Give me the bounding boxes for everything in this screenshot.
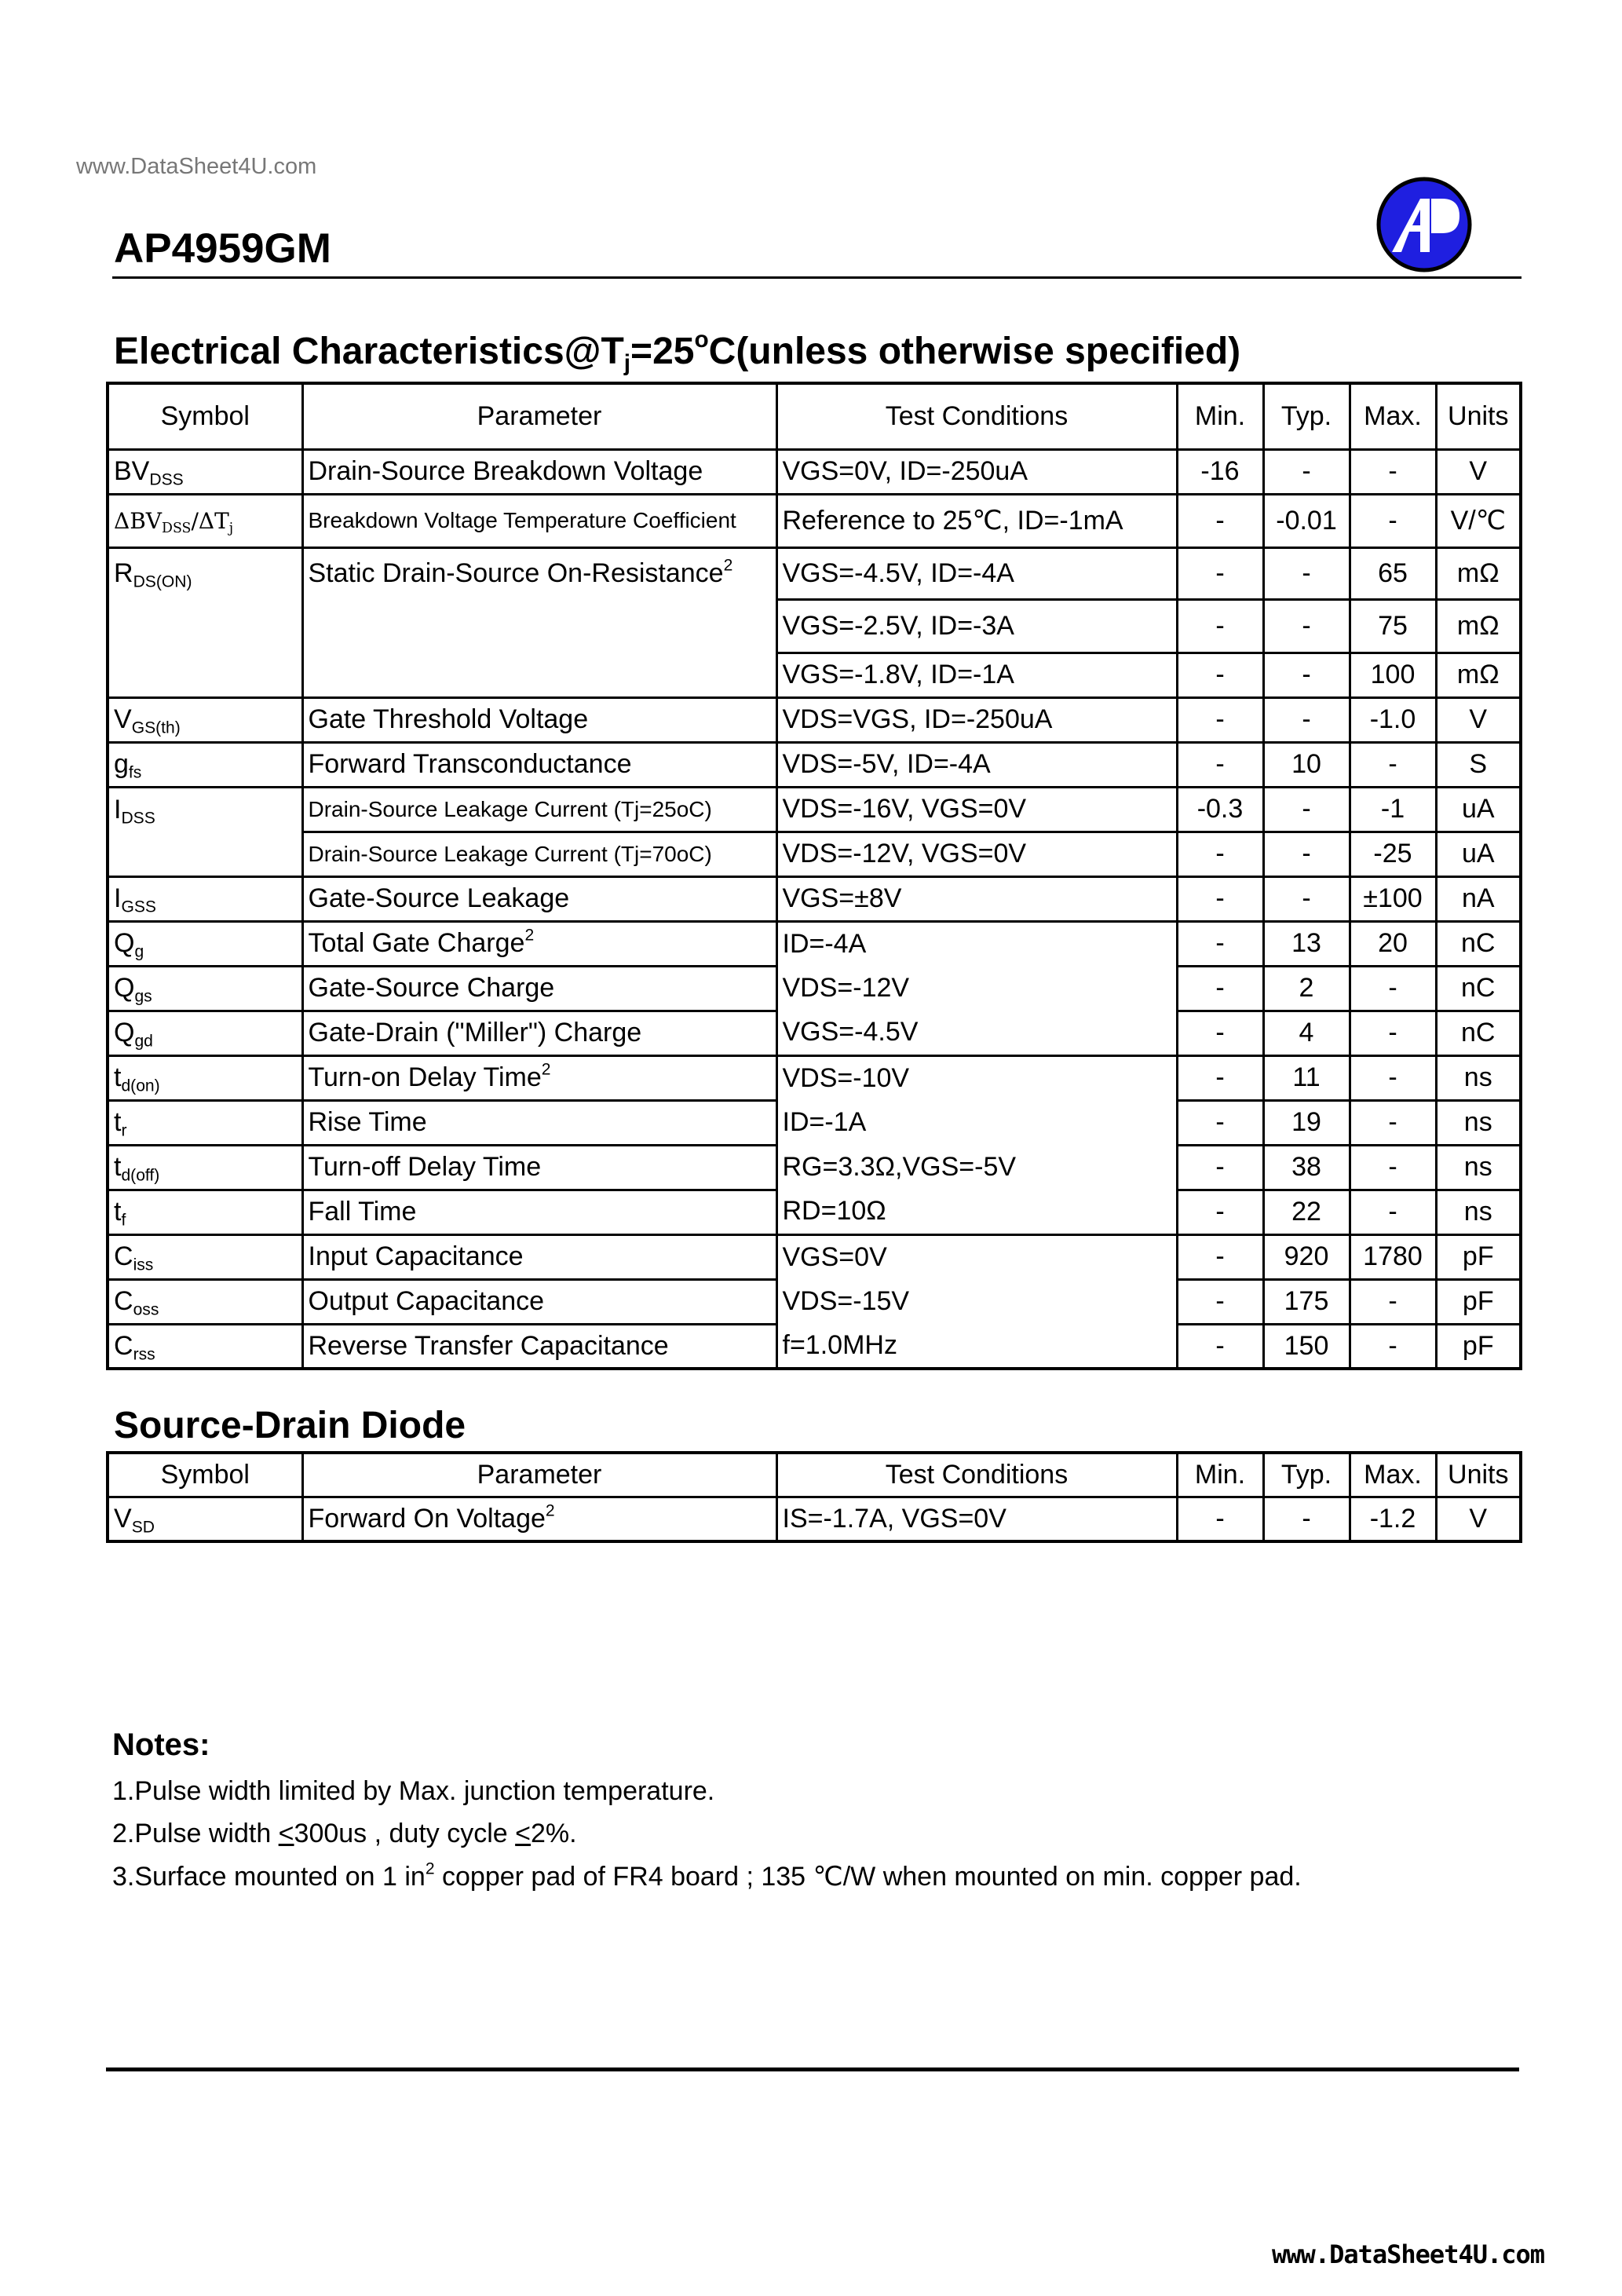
electrical-characteristics-table xyxy=(106,382,1522,1370)
symbol-cell: $C_{rss}$ xyxy=(108,1324,302,1369)
test-condition-cell: VDS=-10V xyxy=(776,1055,1177,1100)
column-header: Max. xyxy=(1350,383,1436,449)
unit-cell: nC xyxy=(1436,966,1521,1011)
typ-cell: 11 xyxy=(1263,1055,1350,1100)
unit-cell: V xyxy=(1436,1497,1521,1541)
max-cell: -25 xyxy=(1350,832,1436,876)
electrical-characteristics-title: Electrical $Characteristics@T_j=25^oC(unless$ otherwise specified) xyxy=(114,327,1241,376)
test-condition-cell: VGS=-4.5V xyxy=(776,1011,1177,1055)
table-row xyxy=(108,1324,1521,1369)
parameter-cell: Gate-Source Charge xyxy=(302,966,776,1011)
symbol-cell: $C_{iss}$ xyxy=(108,1234,302,1279)
parameter-cell: Rise Time xyxy=(302,1100,776,1145)
test-condition-cell: VDS=-12V, VGS=0V xyxy=(776,832,1177,876)
symbol-cell: $V_{GS(th)}$ xyxy=(108,697,302,742)
unit-cell: ns xyxy=(1436,1100,1521,1145)
column-header: Min. xyxy=(1177,1453,1263,1497)
table-row xyxy=(108,787,1521,832)
table-row xyxy=(108,832,1521,876)
typ-cell: - xyxy=(1263,832,1350,876)
source-drain-diode-title: Source-Drain Diode xyxy=(114,1405,466,1446)
table-row xyxy=(108,1100,1521,1145)
unit-cell: ns xyxy=(1436,1055,1521,1100)
unit-cell: pF xyxy=(1436,1234,1521,1279)
test-condition-cell: f=1.0MHz xyxy=(776,1324,1177,1369)
unit-cell: nC xyxy=(1436,1011,1521,1055)
symbol-cell: $t_r$ xyxy=(108,1100,302,1145)
table-row xyxy=(108,742,1521,787)
test-condition-cell: VGS=-2.5V, ID=-3A xyxy=(776,599,1177,653)
min-cell: - xyxy=(1177,1234,1263,1279)
parameter-cell: Turn-off Delay Time xyxy=(302,1145,776,1190)
max-cell: - xyxy=(1350,1145,1436,1190)
column-header: Parameter xyxy=(302,1453,776,1497)
min-cell: - xyxy=(1177,966,1263,1011)
test-condition-cell: VDS=-5V, ID=-4A xyxy=(776,742,1177,787)
unit-cell: uA xyxy=(1436,787,1521,832)
parameter-cell: Drain-Source Leakage Current (Tj=70oC) xyxy=(302,832,776,876)
table-row xyxy=(108,1145,1521,1190)
column-header: Min. xyxy=(1177,383,1263,449)
typ-cell: - xyxy=(1263,876,1350,921)
parameter-cell: Turn-on Delay Time$^2$ xyxy=(302,1055,776,1100)
table-row xyxy=(108,1497,1521,1541)
min-cell: -0.3 xyxy=(1177,787,1263,832)
column-header: Symbol xyxy=(108,1453,302,1497)
symbol-cell: $Q_{gd}$ xyxy=(108,1011,302,1055)
max-cell: - xyxy=(1350,1011,1436,1055)
part-number-title: AP4959GM xyxy=(114,225,331,272)
test-condition-cell: VDS=-15V xyxy=(776,1279,1177,1324)
note-2: 2.Pulse width <300us , duty cycle <2%. xyxy=(112,1819,577,1848)
typ-cell: 150 xyxy=(1263,1324,1350,1369)
typ-cell: -0.01 xyxy=(1263,494,1350,547)
unit-cell: ns xyxy=(1436,1145,1521,1190)
symbol-cell xyxy=(108,599,302,653)
symbol-cell: $R_{DS(ON)}$ xyxy=(108,547,302,599)
parameter-cell: Output Capacitance xyxy=(302,1279,776,1324)
max-cell: - xyxy=(1350,1055,1436,1100)
parameter-cell: Gate-Source Leakage xyxy=(302,876,776,921)
parameter-cell: Fall Time xyxy=(302,1190,776,1234)
symbol-cell: $\Delta BV_{DSS}/\Delta T_j$ xyxy=(108,494,302,547)
test-condition-cell: RD=10Ω xyxy=(776,1190,1177,1234)
min-cell: - xyxy=(1177,1055,1263,1100)
test-condition-cell: VDS=-16V, VGS=0V xyxy=(776,787,1177,832)
table-row xyxy=(108,921,1521,966)
typ-cell: 920 xyxy=(1263,1234,1350,1279)
parameter-cell xyxy=(302,599,776,653)
max-cell: - xyxy=(1350,494,1436,547)
notes-title: Notes: xyxy=(112,1727,210,1762)
typ-cell: - xyxy=(1263,787,1350,832)
max-cell: - xyxy=(1350,1100,1436,1145)
column-header: Symbol xyxy=(108,383,302,449)
min-cell: - xyxy=(1177,1324,1263,1369)
table-row xyxy=(108,494,1521,547)
table-row xyxy=(108,876,1521,921)
unit-cell: V xyxy=(1436,449,1521,494)
column-header: Test Conditions xyxy=(776,1453,1177,1497)
typ-cell: 19 xyxy=(1263,1100,1350,1145)
parameter-cell: Forward Transconductance xyxy=(302,742,776,787)
min-cell: - xyxy=(1177,921,1263,966)
note-3: 3.Surface mounted on 1 $in^2$ copper pad of FR4 board ; 135 ℃/W when mounted on min. copper pad. xyxy=(112,1859,1302,1892)
test-condition-cell: RG=3.3Ω,VGS=-5V xyxy=(776,1145,1177,1190)
parameter-cell: Drain-Source Breakdown Voltage xyxy=(302,449,776,494)
unit-cell: mΩ xyxy=(1436,547,1521,599)
unit-cell: nA xyxy=(1436,876,1521,921)
symbol-cell: $C_{oss}$ xyxy=(108,1279,302,1324)
test-condition-cell: VDS=VGS, ID=-250uA xyxy=(776,697,1177,742)
parameter-cell xyxy=(302,653,776,697)
unit-cell: V/℃ xyxy=(1436,494,1521,547)
min-cell: - xyxy=(1177,547,1263,599)
table-row xyxy=(108,1190,1521,1234)
min-cell: - xyxy=(1177,653,1263,697)
max-cell: - xyxy=(1350,1324,1436,1369)
max-cell: - xyxy=(1350,742,1436,787)
table-row xyxy=(108,1234,1521,1279)
symbol-cell xyxy=(108,653,302,697)
table-row xyxy=(108,697,1521,742)
min-cell: -16 xyxy=(1177,449,1263,494)
test-condition-cell: IS=-1.7A, VGS=0V xyxy=(776,1497,1177,1541)
test-condition-cell: VGS=-4.5V, ID=-4A xyxy=(776,547,1177,599)
source-drain-diode-table xyxy=(106,1451,1522,1543)
watermark-top[interactable]: www.DataSheet4U.com xyxy=(76,154,317,179)
unit-cell: nC xyxy=(1436,921,1521,966)
test-condition-cell: VGS=±8V xyxy=(776,876,1177,921)
max-cell: ±100 xyxy=(1350,876,1436,921)
unit-cell: ns xyxy=(1436,1190,1521,1234)
test-condition-cell: VDS=-12V xyxy=(776,966,1177,1011)
max-cell: - xyxy=(1350,449,1436,494)
unit-cell: V xyxy=(1436,697,1521,742)
symbol-cell: $BV_{DSS}$ xyxy=(108,449,302,494)
typ-cell: 4 xyxy=(1263,1011,1350,1055)
column-header: Parameter xyxy=(302,383,776,449)
parameter-cell: Gate Threshold Voltage xyxy=(302,697,776,742)
min-cell: - xyxy=(1177,599,1263,653)
min-cell: - xyxy=(1177,832,1263,876)
table-row xyxy=(108,1011,1521,1055)
min-cell: - xyxy=(1177,742,1263,787)
max-cell: 20 xyxy=(1350,921,1436,966)
max-cell: 1780 xyxy=(1350,1234,1436,1279)
footer-rule xyxy=(106,2067,1519,2071)
min-cell: - xyxy=(1177,1497,1263,1541)
table-row xyxy=(108,547,1521,599)
min-cell: - xyxy=(1177,494,1263,547)
max-cell: - xyxy=(1350,1279,1436,1324)
watermark-bottom[interactable]: www.DataSheet4U.com xyxy=(1272,2239,1545,2269)
symbol-cell: $t_{d(off)}$ xyxy=(108,1145,302,1190)
max-cell: -1.2 xyxy=(1350,1497,1436,1541)
max-cell: -1.0 xyxy=(1350,697,1436,742)
parameter-cell: Total Gate Charge$^2$ xyxy=(302,921,776,966)
column-header: Units xyxy=(1436,383,1521,449)
test-condition-cell: Reference to 25℃, ID=-1mA xyxy=(776,494,1177,547)
column-header: Typ. xyxy=(1263,1453,1350,1497)
typ-cell: - xyxy=(1263,697,1350,742)
note-1: 1.Pulse width limited by Max. junction temperature. xyxy=(112,1776,715,1806)
parameter-cell: Static Drain-Source On-Resistance$^2$ xyxy=(302,547,776,599)
symbol-cell: $I_{DSS}$ xyxy=(108,787,302,832)
typ-cell: 38 xyxy=(1263,1145,1350,1190)
test-condition-cell: ID=-4A xyxy=(776,921,1177,966)
unit-cell: pF xyxy=(1436,1279,1521,1324)
symbol-cell: $Q_{gs}$ xyxy=(108,966,302,1011)
unit-cell: mΩ xyxy=(1436,653,1521,697)
unit-cell: mΩ xyxy=(1436,599,1521,653)
typ-cell: 175 xyxy=(1263,1279,1350,1324)
parameter-cell: Breakdown Voltage Temperature Coefficient xyxy=(302,494,776,547)
max-cell: - xyxy=(1350,1190,1436,1234)
typ-cell: 10 xyxy=(1263,742,1350,787)
symbol-cell: $V_{SD}$ xyxy=(108,1497,302,1541)
unit-cell: S xyxy=(1436,742,1521,787)
table-row xyxy=(108,599,1521,653)
min-cell: - xyxy=(1177,697,1263,742)
parameter-cell: Drain-Source Leakage Current (Tj=25oC) xyxy=(302,787,776,832)
max-cell: 100 xyxy=(1350,653,1436,697)
column-header: Test Conditions xyxy=(776,383,1177,449)
column-header: Units xyxy=(1436,1453,1521,1497)
max-cell: 65 xyxy=(1350,547,1436,599)
table-header-row xyxy=(108,1453,1521,1497)
max-cell: - xyxy=(1350,966,1436,1011)
typ-cell: 22 xyxy=(1263,1190,1350,1234)
symbol-cell: $I_{GSS}$ xyxy=(108,876,302,921)
symbol-cell xyxy=(108,832,302,876)
min-cell: - xyxy=(1177,1279,1263,1324)
test-condition-cell: VGS=0V, ID=-250uA xyxy=(776,449,1177,494)
symbol-cell: $Q_g$ xyxy=(108,921,302,966)
parameter-cell: Gate-Drain ("Miller") Charge xyxy=(302,1011,776,1055)
typ-cell: - xyxy=(1263,449,1350,494)
symbol-cell: $g_{fs}$ xyxy=(108,742,302,787)
parameter-cell: Reverse Transfer Capacitance xyxy=(302,1324,776,1369)
table-row xyxy=(108,966,1521,1011)
table-row xyxy=(108,449,1521,494)
table-row xyxy=(108,653,1521,697)
min-cell: - xyxy=(1177,1011,1263,1055)
test-condition-cell: ID=-1A xyxy=(776,1100,1177,1145)
max-cell: -1 xyxy=(1350,787,1436,832)
min-cell: - xyxy=(1177,1190,1263,1234)
column-header: Typ. xyxy=(1263,383,1350,449)
typ-cell: 13 xyxy=(1263,921,1350,966)
min-cell: - xyxy=(1177,1145,1263,1190)
test-condition-cell: VGS=0V xyxy=(776,1234,1177,1279)
typ-cell: 2 xyxy=(1263,966,1350,1011)
parameter-cell: Forward On Voltage$^2$ xyxy=(302,1497,776,1541)
table-header-row xyxy=(108,383,1521,449)
test-condition-cell: VGS=-1.8V, ID=-1A xyxy=(776,653,1177,697)
symbol-cell: $t_{d(on)}$ xyxy=(108,1055,302,1100)
parameter-cell: Input Capacitance xyxy=(302,1234,776,1279)
typ-cell: - xyxy=(1263,1497,1350,1541)
company-logo xyxy=(1375,175,1474,274)
typ-cell: - xyxy=(1263,653,1350,697)
max-cell: 75 xyxy=(1350,599,1436,653)
header-rule xyxy=(112,276,1522,279)
typ-cell: - xyxy=(1263,547,1350,599)
min-cell: - xyxy=(1177,1100,1263,1145)
table-row xyxy=(108,1279,1521,1324)
min-cell: - xyxy=(1177,876,1263,921)
table-row xyxy=(108,1055,1521,1100)
unit-cell: uA xyxy=(1436,832,1521,876)
unit-cell: pF xyxy=(1436,1324,1521,1369)
symbol-cell: $t_f$ xyxy=(108,1190,302,1234)
column-header: Max. xyxy=(1350,1453,1436,1497)
typ-cell: - xyxy=(1263,599,1350,653)
